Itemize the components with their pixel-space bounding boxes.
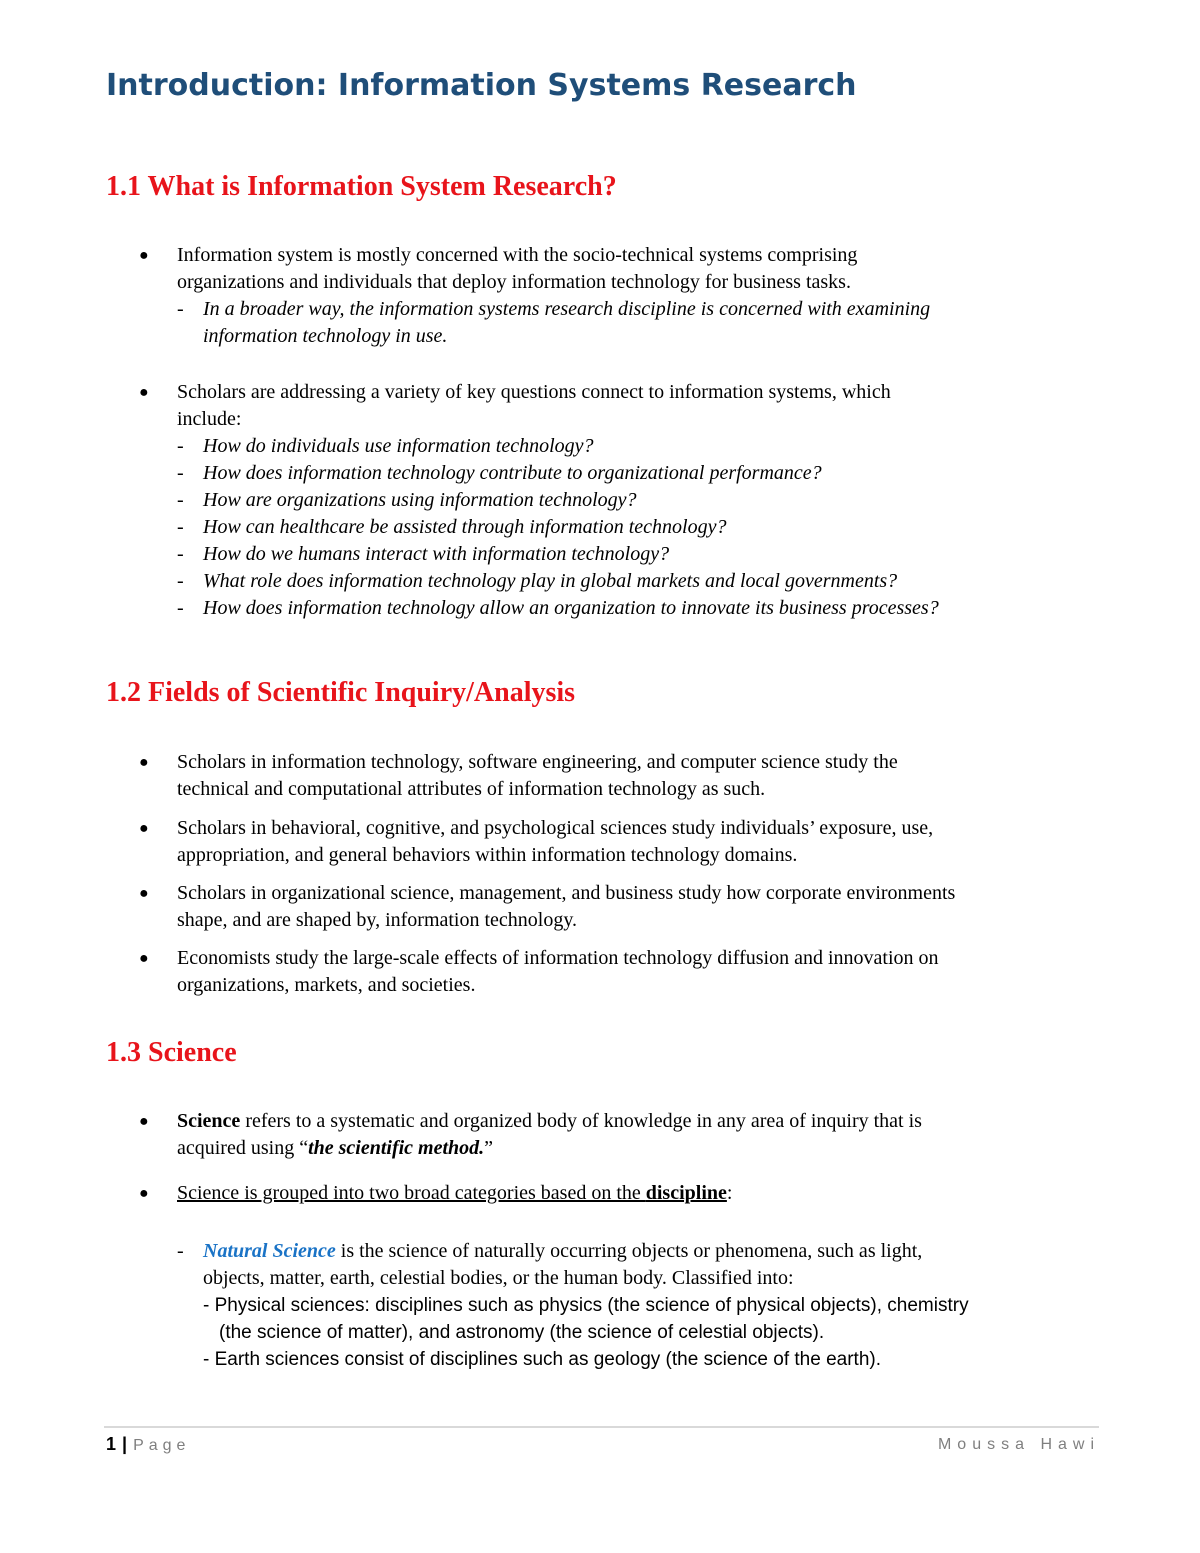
natural-science-line2: objects, matter, earth, celestial bodies, or the human body. Classified into: [203, 1267, 794, 1289]
s2-bullet-line: Scholars in behavioral, cognitive, and psychological sciences study individuals’ exposure, use, [177, 817, 934, 839]
bullet-icon: ● [139, 1113, 149, 1130]
s1-bullet2-line1: Scholars are addressing a variety of key questions connect to information systems, which [177, 381, 891, 403]
s3-bullet1-line2 [177, 1135, 493, 1162]
page-label: Page [133, 1437, 191, 1454]
text-span: acquired using “ [177, 1137, 309, 1159]
footer-separator: | [122, 1434, 128, 1454]
dash-icon: - [177, 462, 184, 484]
bullet-icon: ● [139, 885, 149, 902]
s1-bullet2-line2: include: [177, 408, 242, 430]
s2-bullet-line: Scholars in information technology, software engineering, and computer science study the [177, 751, 898, 773]
question-item: How are organizations using information technology? [203, 489, 637, 511]
s2-bullet-line: Scholars in organizational science, management, and business study how corporate environments [177, 882, 956, 904]
science-definition: refers to a systematic and organized body of knowledge in any area of inquiry that is [240, 1110, 922, 1132]
bullet-icon: ● [139, 820, 149, 837]
earth-sciences-line: - Earth sciences consist of disciplines such as geology (the science of the earth). [203, 1349, 882, 1370]
text-span: Science is grouped into two broad categories based on the [177, 1182, 646, 1204]
bullet-icon: ● [139, 950, 149, 967]
natural-science-term: Natural Science [203, 1240, 336, 1262]
s1-sub-line1: In a broader way, the information systems research discipline is concerned with examining [203, 298, 931, 320]
s2-bullet-line: appropriation, and general behaviors within information technology domains. [177, 844, 798, 866]
s1-bullet1-line2: organizations and individuals that deploy information technology for business tasks. [177, 271, 851, 293]
dash-icon: - [177, 1240, 184, 1262]
section-heading-1-1: 1.1 What is Information System Research? [106, 171, 617, 202]
science-term: Science [177, 1110, 241, 1132]
footer-divider [104, 1426, 1099, 1428]
dash-icon: - [177, 489, 184, 511]
bullet-icon: ● [139, 754, 149, 771]
s2-bullet-line: Economists study the large-scale effects of information technology diffusion and innovation on [177, 947, 939, 969]
dash-icon: - [177, 543, 184, 565]
bullet-icon: ● [139, 247, 149, 264]
scientific-method-term: the scientific method. [308, 1137, 485, 1159]
section-heading-1-2: 1.2 Fields of Scientific Inquiry/Analysis [106, 677, 576, 708]
physical-sciences-line2: (the science of matter), and astronomy (the science of celestial objects). [219, 1322, 825, 1343]
s2-bullet-line: shape, and are shaped by, information technology. [177, 909, 578, 931]
question-item: How does information technology allow an organization to innovate its business processes? [203, 597, 939, 619]
page-number: 1 [106, 1434, 117, 1454]
dash-icon: - [177, 435, 184, 457]
dash-icon: - [177, 298, 184, 320]
s1-bullet1-line1: Information system is mostly concerned with the socio-technical systems comprising [177, 244, 858, 266]
question-item: How does information technology contribute to organizational performance? [203, 462, 822, 484]
section-heading-1-3: 1.3 Science [106, 1037, 237, 1068]
footer-author: Moussa Hawi [937, 1436, 1100, 1453]
s2-bullet-line: technical and computational attributes of information technology as such. [177, 778, 766, 800]
s3-bullet1-line1 [177, 1108, 922, 1135]
dash-icon: - [177, 570, 184, 592]
bullet-icon: ● [139, 1185, 149, 1202]
question-item: How can healthcare be assisted through information technology? [203, 516, 727, 538]
s1-sub-line2: information technology in use. [203, 325, 448, 347]
text-span: is the science of naturally occurring objects or phenomena, such as light, [335, 1240, 923, 1262]
bullet-icon: ● [139, 384, 149, 401]
text-span: : [726, 1182, 733, 1204]
dash-icon: - [177, 597, 184, 619]
natural-science-line1 [203, 1238, 922, 1265]
document-title: Introduction: Information Systems Research [106, 68, 857, 103]
text-span: ” [484, 1137, 494, 1159]
physical-sciences-line1: - Physical sciences: disciplines such as physics (the science of physical objects), chemistry [203, 1295, 969, 1316]
dash-icon: - [177, 516, 184, 538]
question-item: How do we humans interact with information technology? [203, 543, 670, 565]
discipline-term: discipline [645, 1182, 727, 1204]
question-item: How do individuals use information technology? [203, 435, 594, 457]
s3-bullet2 [177, 1180, 732, 1207]
s2-bullet-line: organizations, markets, and societies. [177, 974, 476, 996]
question-item: What role does information technology play in global markets and local governments? [203, 570, 898, 592]
footer-page-indicator [106, 1434, 190, 1455]
